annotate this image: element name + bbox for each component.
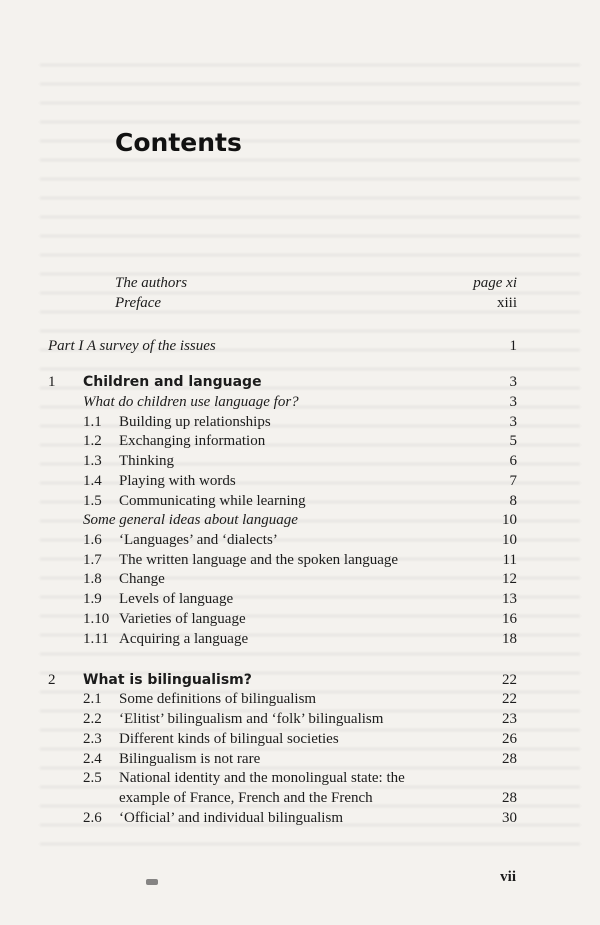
page-title: Contents <box>115 128 242 157</box>
page-number: vii <box>500 869 516 885</box>
ink-smudge <box>146 879 158 885</box>
book-page: Contents The authors page xi Preface xiii Part I A survey of the issues 1 1 Children and language 3 What do children use language for? 3 1.1 Building up relationships 3 1.2 Exchanging information 5 1.3 Thinking 6 1.4 Playing with words 7 1.5 Communicating while learning 8 Some general ideas about language 10 1.6 ‘Languages’ and ‘dialects’ 10 1.7 The written language and the spoken language 11 1.8 Change 12 1.9 Levels of language 13 1.10 Varieties of language 16 1.11 Acquiring a language 18 2 What is bilingualism? 22 2.1 Some definitions of bilingualism 22 2.2 ‘Elitist’ bilingualism and ‘folk’ bilingualism 23 2.3 Different kinds of bilingual societies 26 2.4 Bilingualism is not rare 28 2.5 National identity and the monolingual state: the example of France, French and the French 28 2.6 ‘Official’ and individual bilingualism 30 vii <box>0 0 600 925</box>
